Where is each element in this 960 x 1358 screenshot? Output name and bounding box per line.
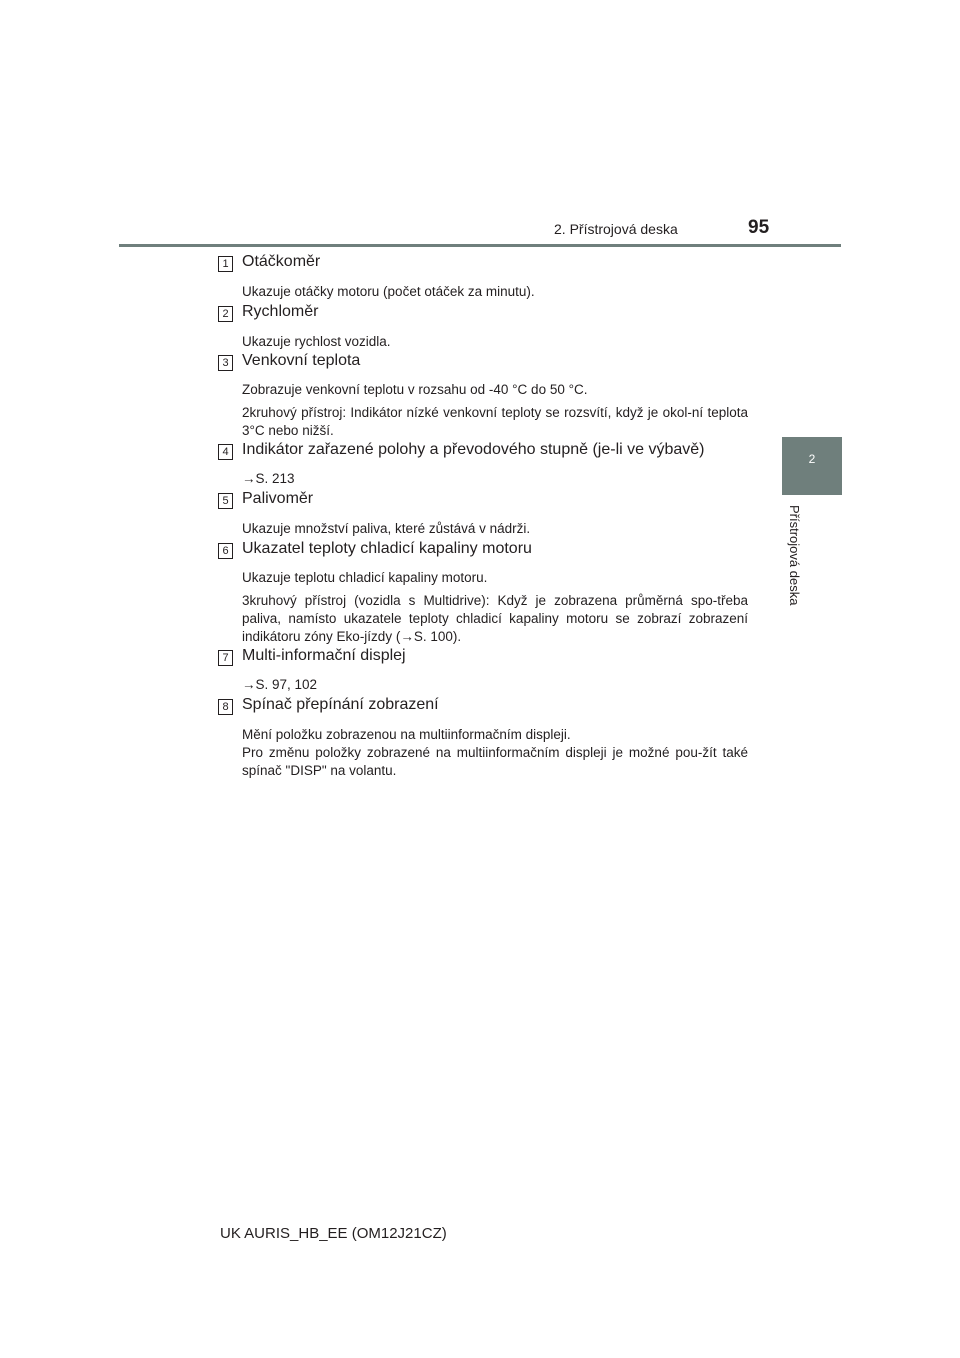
chapter-tab: [782, 437, 842, 495]
item-number-badge: 2: [218, 306, 233, 322]
item-number-badge: 6: [218, 543, 233, 559]
item-title: Palivoměr: [242, 490, 314, 507]
section-title: 2. Přístrojová deska: [554, 221, 678, 237]
item-heading: [218, 302, 748, 327]
item-description: Ukazuje teplotu chladicí kapaliny motoru.: [242, 570, 488, 585]
item-description: →S. 213: [242, 471, 295, 486]
item-heading: [218, 440, 748, 465]
chapter-tab-number: 2: [808, 452, 816, 466]
page-number: 95: [748, 217, 770, 238]
item-description: Ukazuje množství paliva, které zůstává v nádrži.: [242, 521, 531, 536]
item-heading: [218, 646, 748, 671]
item-description: 3kruhový přístroj (vozidla s Multidrive): Když je zobrazena průměrná spo-třeba paliva, namísto ukazatele teploty chladicí kapaliny motoru se zobrazí zobrazení indikátoru zóny Eko-jízdy (→S. 100).: [242, 593, 748, 644]
item-title: Spínač přepínání zobrazení: [242, 696, 439, 713]
list-item: [218, 489, 748, 536]
item-title: Ukazatel teploty chladicí kapaliny motoru: [242, 540, 532, 557]
item-number-badge: 5: [218, 493, 233, 509]
item-description: Ukazuje otáčky motoru (počet otáček za minutu).: [242, 284, 535, 299]
item-heading: [218, 695, 748, 720]
item-description: →S. 97, 102: [242, 677, 318, 692]
item-number-badge: 7: [218, 650, 233, 666]
page-header: [0, 0, 960, 250]
item-heading: [218, 252, 748, 277]
item-description: 2kruhový přístroj: Indikátor nízké venkovní teploty se rozsvítí, když je okol-ní teplota 3°C nebo nižší.: [242, 405, 748, 438]
list-item: [218, 440, 748, 486]
item-number-badge: 1: [218, 256, 233, 272]
list-item: [218, 302, 748, 349]
item-heading: [218, 489, 748, 514]
list-item: [218, 646, 748, 692]
document-code: UK AURIS_HB_EE (OM12J21CZ): [220, 1225, 447, 1242]
item-title: Indikátor zařazené polohy a převodového stupně (je-li ve výbavě): [242, 441, 705, 458]
list-item: [218, 695, 748, 778]
header-divider: [119, 244, 841, 247]
item-heading: [218, 351, 748, 376]
item-heading: [218, 539, 748, 564]
item-number-badge: 8: [218, 699, 233, 715]
item-number-badge: 3: [218, 355, 233, 371]
item-description: Mění položku zobrazenou na multiinformačním displeji. Pro změnu položky zobrazené na multiinformačním displeji je možné pou-žít také spínač "DISP" na volantu.: [242, 727, 748, 778]
chapter-side-title: Přístrojová deska: [787, 505, 802, 606]
list-item: [218, 539, 748, 644]
list-item: [218, 252, 748, 299]
item-description: Zobrazuje venkovní teplotu v rozsahu od -40 °C do 50 °C.: [242, 382, 588, 397]
item-title: Multi-informační displej: [242, 647, 406, 664]
item-title: Venkovní teplota: [242, 352, 361, 369]
item-number-badge: 4: [218, 444, 233, 460]
item-description: Ukazuje rychlost vozidla.: [242, 334, 391, 349]
item-title: Rychloměr: [242, 303, 319, 320]
list-item: [218, 351, 748, 438]
item-title: Otáčkoměr: [242, 253, 321, 270]
